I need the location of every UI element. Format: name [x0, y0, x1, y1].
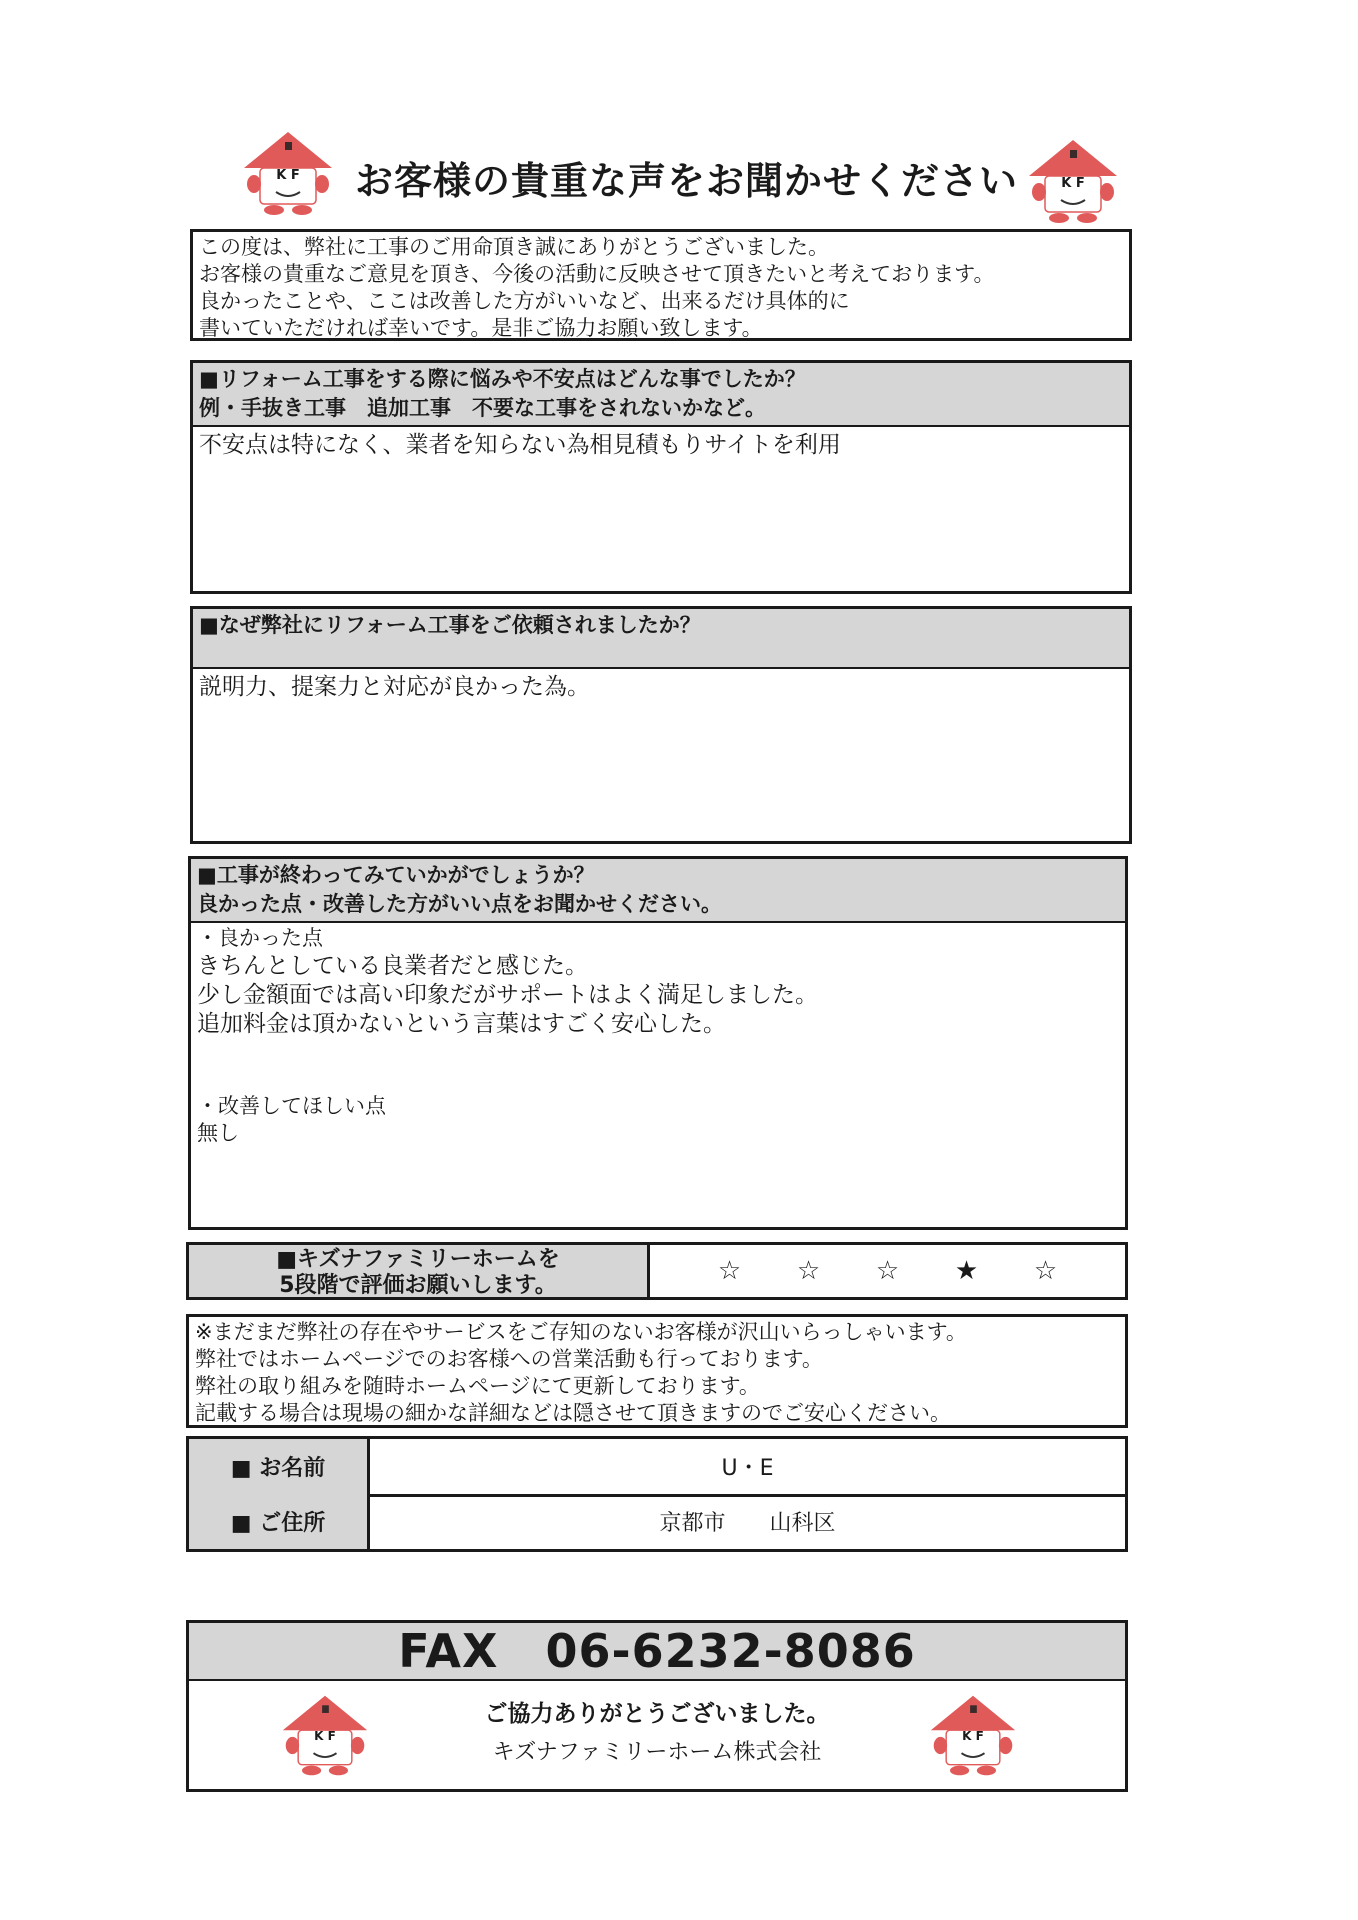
question-header-line: 例・手抜き工事 追加工事 不要な工事をされないかなど。 — [199, 396, 766, 420]
fax-number: FAX 06-6232-8086 — [189, 1623, 1125, 1681]
kf-logo-icon — [240, 128, 336, 218]
question-header-line: 良かった点・改善した方がいい点をお聞かせください。 — [197, 892, 722, 916]
name-row — [189, 1439, 1125, 1497]
rating-label — [189, 1245, 650, 1297]
star-icon[interactable]: ☆ — [796, 1256, 821, 1286]
good-line: 追加料金は頂かないという言葉はすごく安心した。 — [197, 1011, 726, 1037]
intro-line: お客様の貴重なご意見を頂き、今後の活動に反映させて頂きたいと考えております。 — [199, 262, 995, 286]
notice-line: 弊社の取り組みを随時ホームページにて更新しております。 — [195, 1374, 760, 1398]
company-name: キズナファミリーホーム株式会社 — [492, 1740, 822, 1765]
star-rating — [650, 1245, 1125, 1297]
logo-text: K F — [962, 1729, 984, 1743]
page-title: お客様の貴重な声をお聞かせください — [355, 159, 1019, 203]
question-worries — [190, 360, 1132, 594]
question-reason — [190, 606, 1132, 844]
intro-box — [190, 229, 1132, 341]
kf-logo-icon — [1025, 136, 1121, 226]
notice-box — [186, 1314, 1128, 1428]
good-label: ・良かった点 — [197, 926, 323, 950]
logo-text: K F — [276, 168, 300, 183]
name-label: ■ お名前 — [189, 1439, 370, 1494]
answer-text: 説明力、提案力と対応が良かった為。 — [199, 674, 590, 700]
improve-label: ・改善してほしい点 — [197, 1094, 386, 1118]
star-icon[interactable]: ☆ — [875, 1256, 900, 1286]
intro-line: この度は、弊社に工事のご用命頂き誠にありがとうございました。 — [199, 235, 829, 259]
intro-line: 書いていただければ幸いです。是非ご協力お願い致します。 — [199, 316, 763, 340]
rating-label-line: 5段階で評価お願いします。 — [279, 1273, 557, 1298]
thanks-text: ご協力ありがとうございました。 — [484, 1701, 830, 1727]
good-line: きちんとしている良業者だと感じた。 — [197, 953, 588, 979]
improve-text: 無し — [197, 1121, 239, 1145]
good-line: 少し金額面では高い印象だがサポートはよく満足しました。 — [197, 982, 818, 1008]
logo-text: K F — [1061, 176, 1085, 191]
question-header — [191, 859, 1125, 923]
customer-table — [186, 1436, 1128, 1552]
question-header: ■なぜ弊社にリフォーム工事をご依頼されましたか？ — [193, 609, 1129, 669]
fax-footer — [186, 1620, 1128, 1792]
question-header — [193, 363, 1129, 427]
address-row — [189, 1494, 1125, 1549]
notice-line: 弊社ではホームページでのお客様への営業活動も行っております。 — [195, 1347, 823, 1371]
address-value: 京都市 山科区 — [659, 1511, 836, 1536]
notice-line: ※まだまだ弊社の存在やサービスをご存知のないお客様が沢山いらっしゃいます。 — [195, 1320, 967, 1344]
answer-text: 不安点は特になく、業者を知らない為相見積もりサイトを利用 — [199, 432, 841, 458]
rating-label-line: ■キズナファミリーホームを — [276, 1247, 560, 1272]
question-header-line: ■工事が終わってみていかがでしょうか？ — [197, 863, 595, 887]
star-icon[interactable]: ☆ — [1033, 1256, 1058, 1286]
answer-block — [191, 923, 1125, 1149]
name-value: U・E — [721, 1456, 774, 1481]
intro-line: 良かったことや、ここは改善した方がいいなど、出来るだけ具体的に — [199, 289, 850, 313]
address-label: ■ ご住所 — [189, 1494, 370, 1549]
star-icon[interactable]: ★ — [954, 1256, 979, 1286]
star-icon[interactable]: ☆ — [717, 1256, 742, 1286]
notice-line: 記載する場合は現場の細かな詳細などは隠させて頂きますのでご安心ください。 — [195, 1401, 951, 1425]
kf-logo-icon — [927, 1687, 1019, 1783]
rating-row — [186, 1242, 1128, 1300]
logo-text: K F — [314, 1729, 336, 1743]
question-feedback — [188, 856, 1128, 1230]
question-header-line: ■リフォーム工事をする際に悩みや不安点はどんな事でしたか？ — [199, 367, 806, 391]
